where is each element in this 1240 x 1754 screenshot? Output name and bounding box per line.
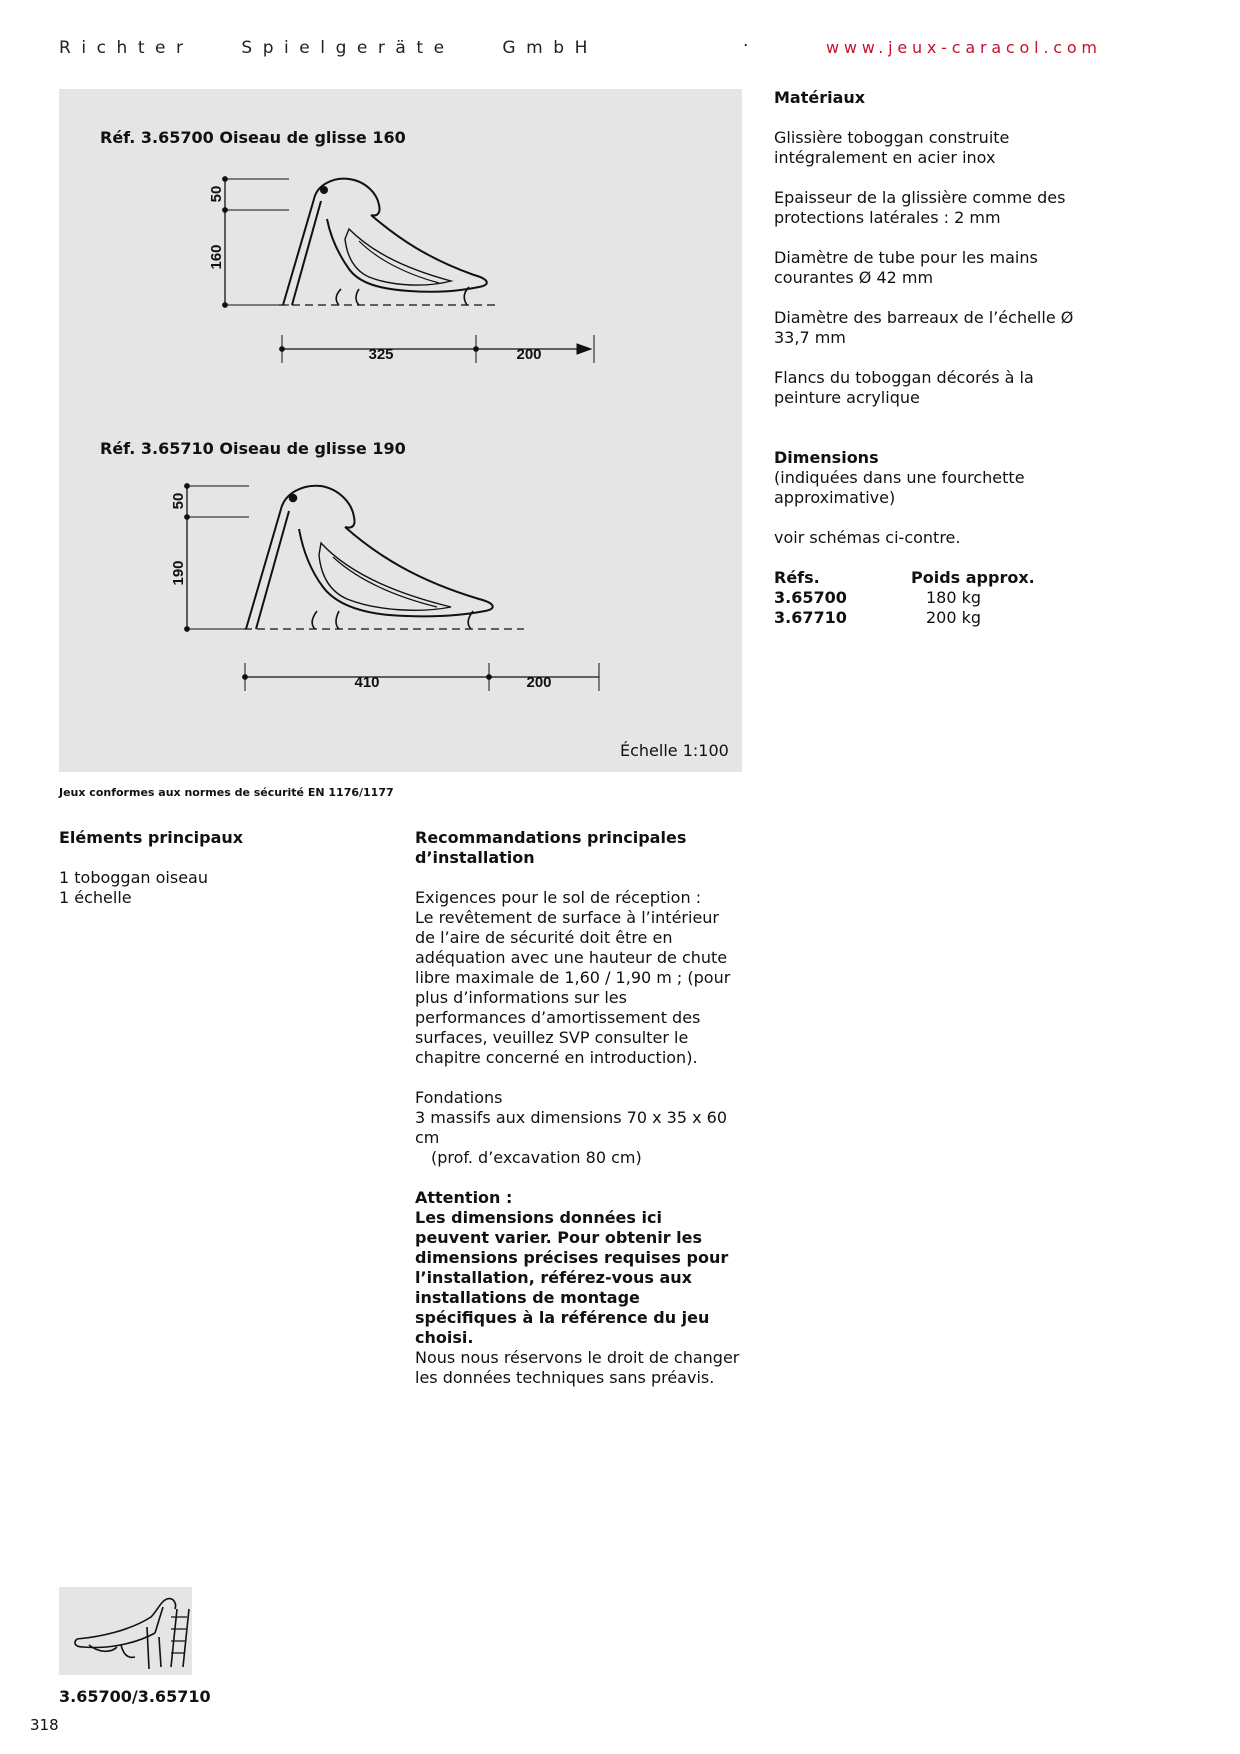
header-separator: · [743, 36, 749, 56]
weights-table [774, 568, 1074, 628]
disclaimer-text: Nous nous réservons le droit de changer les données techniques sans préavis. [415, 1348, 740, 1387]
safety-norms-note: Jeux conformes aux normes de sécurité EN 1176/1177 [59, 786, 394, 799]
slide-drawings [59, 89, 742, 772]
materials-item: Flancs du toboggan décorés à la peinture acrylique [774, 368, 1034, 407]
weights-row [774, 588, 1074, 608]
page-number: 318 [30, 1716, 59, 1734]
weights-col-weight: Poids approx. [911, 568, 1035, 587]
dimensions-subtitle: (indiquées dans une fourchette approximative) [774, 468, 1025, 507]
installation-title: Recommandations principales d’installation [415, 828, 687, 867]
drawing-1-width-main: 325 [368, 346, 394, 363]
drawing-1-height-top: 50 [208, 185, 225, 203]
ground-title: Exigences pour le sol de réception : [415, 888, 702, 907]
foundations-title: Fondations [415, 1088, 503, 1107]
materials-title: Matériaux [774, 88, 866, 107]
drawing-2-height-main: 190 [170, 560, 187, 586]
materials-item: Diamètre de tube pour les mains courantes Ø 42 mm [774, 248, 1038, 287]
dimensions-title: Dimensions [774, 448, 879, 467]
elements-title: Eléments principaux [59, 828, 244, 847]
drawing-2-height-top: 50 [170, 492, 187, 510]
website-url[interactable]: www.jeux-caracol.com [826, 38, 1102, 57]
drawing-2-width-extra: 200 [526, 674, 552, 691]
weights-value: 180 kg [926, 588, 982, 607]
materials-item: Diamètre des barreaux de l’échelle Ø 33,7 mm [774, 308, 1074, 347]
materials-item: Glissière toboggan construite intégralement en acier inox [774, 128, 1010, 167]
slide-thumbnail-icon [59, 1587, 192, 1675]
drawing-1-height-main: 160 [208, 244, 225, 270]
thumbnail-label: 3.65700/3.65710 [59, 1687, 211, 1706]
dimensions-note: voir schémas ci-contre. [774, 528, 961, 547]
scale-label: Échelle 1:100 [620, 741, 729, 760]
drawing-1-title: Réf. 3.65700 Oiseau de glisse 160 [100, 128, 406, 147]
weights-value: 200 kg [926, 608, 982, 627]
ground-text: Le revêtement de surface à l’intérieur de l’aire de sécurité doit être en adéquation avec une hauteur de chute libre maximale de 1,60 / 1,90 m ; (pour plus d’informations sur les performances d’amortissement des surfaces, veuillez SVP consulter le chapitre concerné en introduction). [415, 908, 731, 1067]
drawing-2-title: Réf. 3.65710 Oiseau de glisse 190 [100, 439, 406, 458]
company-name: Richter Spielgeräte GmbH [59, 38, 598, 58]
attention-text: Les dimensions données ici peuvent varier. Pour obtenir les dimensions précises requises pour l’installation, référez-vous aux installations de montage spécifiques à la référence du jeu choisi. [415, 1208, 729, 1347]
product-thumbnail [59, 1587, 192, 1675]
elements-section [59, 828, 359, 908]
dimensions-section [774, 448, 1074, 628]
weights-header [774, 568, 1074, 588]
weights-ref: 3.65700 [774, 588, 847, 607]
weights-row [774, 608, 1074, 628]
elements-item: 1 échelle [59, 888, 132, 907]
elements-item: 1 toboggan oiseau [59, 868, 208, 887]
drawing-1-width-extra: 200 [516, 346, 542, 363]
weights-ref: 3.67710 [774, 608, 847, 627]
materials-section [774, 88, 1074, 428]
foundations-depth: (prof. d’excavation 80 cm) [431, 1148, 642, 1167]
attention-title: Attention : [415, 1188, 513, 1207]
technical-drawing-panel [59, 89, 742, 772]
drawing-2-width-main: 410 [354, 674, 380, 691]
materials-item: Epaisseur de la glissière comme des protections latérales : 2 mm [774, 188, 1066, 227]
drawing-1 [223, 177, 594, 363]
drawing-2 [185, 484, 599, 691]
foundations-text: 3 massifs aux dimensions 70 x 35 x 60 cm [415, 1108, 727, 1147]
weights-col-ref: Réfs. [774, 568, 820, 587]
installation-section [415, 828, 740, 1388]
